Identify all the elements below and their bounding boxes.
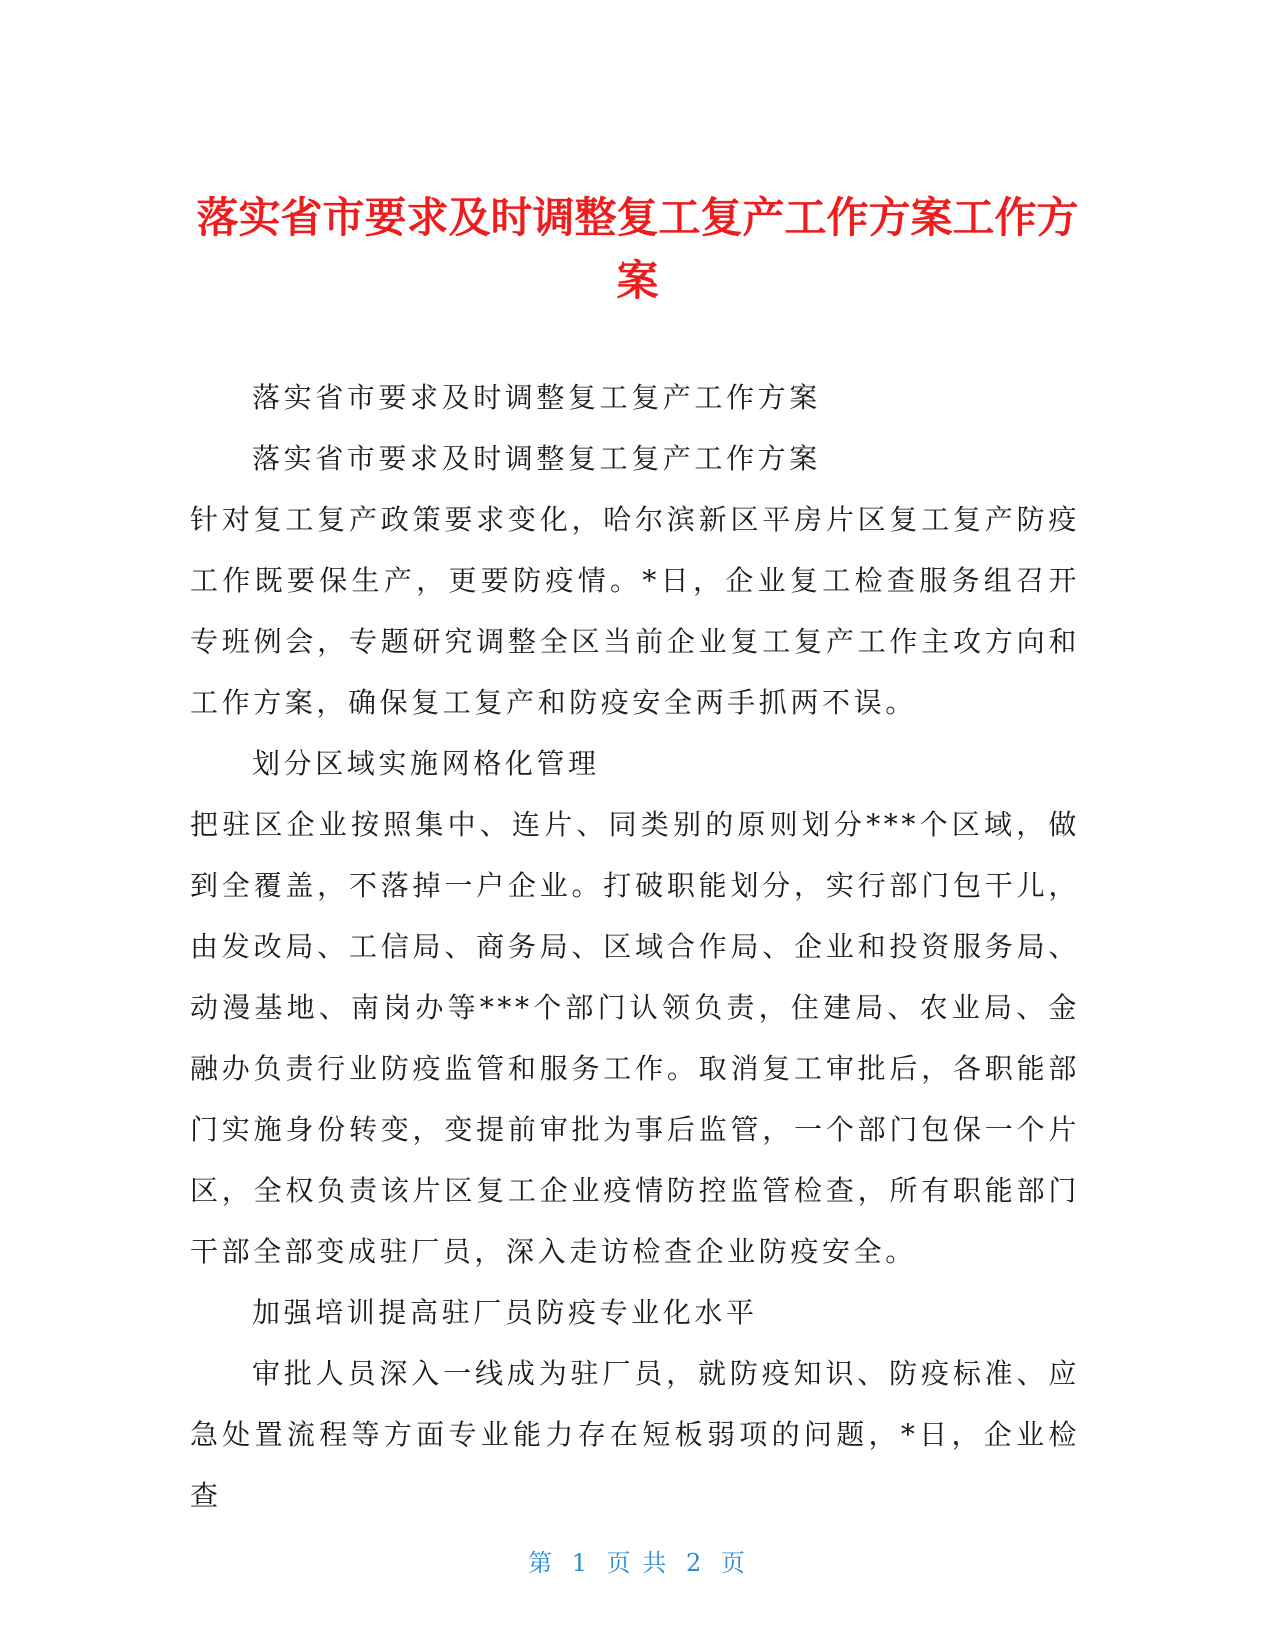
paragraph-training: 审批人员深入一线成为驻厂员，就防疫知识、防疫标准、应急处置流程等方面专业能力存在短板弱项的问题，*日，企业检查 bbox=[190, 1357, 1080, 1512]
paragraph-grid-management: 把驻区企业按照集中、连片、同类别的原则划分***个区域，做到全覆盖，不落掉一户企业。打破职能划分，实行部门包干儿，由发改局、工信局、商务局、区域合作局、企业和投资服务局、动漫基地、南岗办等***个部门认领负责，住建局、农业局、金融办负责行业防疫监管和服务工作。取消复工审批后，各职能部门实施身份转变，变提前审批为事后监管，一个部门包保一个片区，全权负责该片区复工企业疫情防控监管检查，所有职能部门干部全部变成驻厂员，深入走访检查企业防疫安全。 bbox=[190, 808, 1080, 1268]
footer-prefix: 第 bbox=[528, 1549, 555, 1577]
paragraph-intro: 针对复工复产政策要求变化，哈尔滨新区平房片区复工复产防疫工作既要保生产，更要防疫情。*日，企业复工检查服务组召开专班例会，专题研究调整全区当前企业复工复产工作主攻方向和工作方案，确保复工复产和防疫安全两手抓两不误。 bbox=[190, 503, 1080, 719]
footer-suffix: 页 bbox=[720, 1549, 747, 1577]
section-heading-grid-management: 划分区域实施网格化管理 bbox=[252, 747, 600, 780]
paragraph-subtitle-2: 落实省市要求及时调整复工复产工作方案 bbox=[252, 442, 821, 475]
footer-current-page: 1 bbox=[571, 1549, 590, 1577]
page-footer bbox=[0, 1543, 1275, 1578]
document-title: 落实省市要求及时调整复工复产工作方案工作方案 bbox=[196, 193, 1079, 306]
footer-mid: 页 共 bbox=[606, 1549, 669, 1577]
section-heading-training: 加强培训提高驻厂员防疫专业化水平 bbox=[252, 1296, 758, 1329]
footer-total-pages: 2 bbox=[685, 1549, 704, 1577]
document-body bbox=[190, 367, 1080, 1526]
paragraph-subtitle-1: 落实省市要求及时调整复工复产工作方案 bbox=[252, 381, 821, 414]
